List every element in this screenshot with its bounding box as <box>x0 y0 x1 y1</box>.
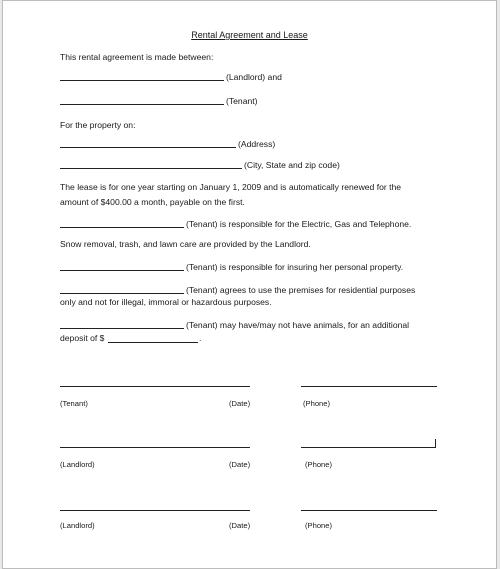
deposit-prefix-text: deposit of $ <box>60 333 105 343</box>
lease-term-text-line2: amount of $400.00 a month, payable on the first. <box>60 197 245 207</box>
premises-text-line2: only and not for illegal, immoral or hazardous purposes. <box>60 297 272 307</box>
deposit-amount-field[interactable] <box>108 342 198 343</box>
city-state-zip-label: (City, State and zip code) <box>244 160 340 170</box>
utilities-tenant-field[interactable] <box>60 227 184 228</box>
tenant-label: (Tenant) <box>226 96 258 106</box>
snow-removal-text: Snow removal, trash, and lawn care are provided by the Landlord. <box>60 239 311 249</box>
city-state-zip-field[interactable] <box>60 168 242 169</box>
landlord-phone-field[interactable] <box>301 510 437 511</box>
animals-tenant-field[interactable] <box>60 328 184 329</box>
premises-tenant-field[interactable] <box>60 293 184 294</box>
tenant-phone-field[interactable] <box>301 386 437 387</box>
animals-text-line1: (Tenant) may have/may not have animals, for an additional <box>186 320 410 330</box>
landlord-phone-field[interactable] <box>301 447 435 448</box>
property-intro-text: For the property on: <box>60 120 136 130</box>
signature-role-label: (Landlord) <box>60 521 95 530</box>
address-label: (Address) <box>238 139 276 149</box>
landlord-label: (Landlord) and <box>226 72 282 82</box>
address-field[interactable] <box>60 147 236 148</box>
signature-date-label: (Date) <box>229 521 251 530</box>
tenant-signature-field[interactable] <box>60 386 250 387</box>
signature-date-label: (Date) <box>229 460 251 469</box>
signature-phone-label: (Phone) <box>303 399 331 408</box>
signature-role-label: (Landlord) <box>60 460 95 469</box>
signature-role-label: (Tenant) <box>60 399 88 408</box>
insurance-text: (Tenant) is responsible for insuring her personal property. <box>186 262 404 272</box>
tenant-name-field[interactable] <box>60 104 224 105</box>
lease-term-text-line1: The lease is for one year starting on January 1, 2009 and is automatically renewed for the <box>60 182 402 192</box>
text-cursor-mark <box>435 439 436 448</box>
premises-text-line1: (Tenant) agrees to use the premises for residential purposes <box>186 285 416 295</box>
signature-phone-label: (Phone) <box>305 521 333 530</box>
deposit-suffix-text: . <box>199 333 202 343</box>
landlord-signature-field[interactable] <box>60 510 250 511</box>
landlord-signature-field[interactable] <box>60 447 250 448</box>
signature-date-label: (Date) <box>229 399 251 408</box>
document-title: Rental Agreement and Lease <box>191 30 308 40</box>
document-page <box>2 0 497 569</box>
insurance-tenant-field[interactable] <box>60 270 184 271</box>
landlord-name-field[interactable] <box>60 80 224 81</box>
utilities-text: (Tenant) is responsible for the Electric, Gas and Telephone. <box>186 219 412 229</box>
signature-phone-label: (Phone) <box>305 460 333 469</box>
intro-text: This rental agreement is made between: <box>60 52 214 62</box>
